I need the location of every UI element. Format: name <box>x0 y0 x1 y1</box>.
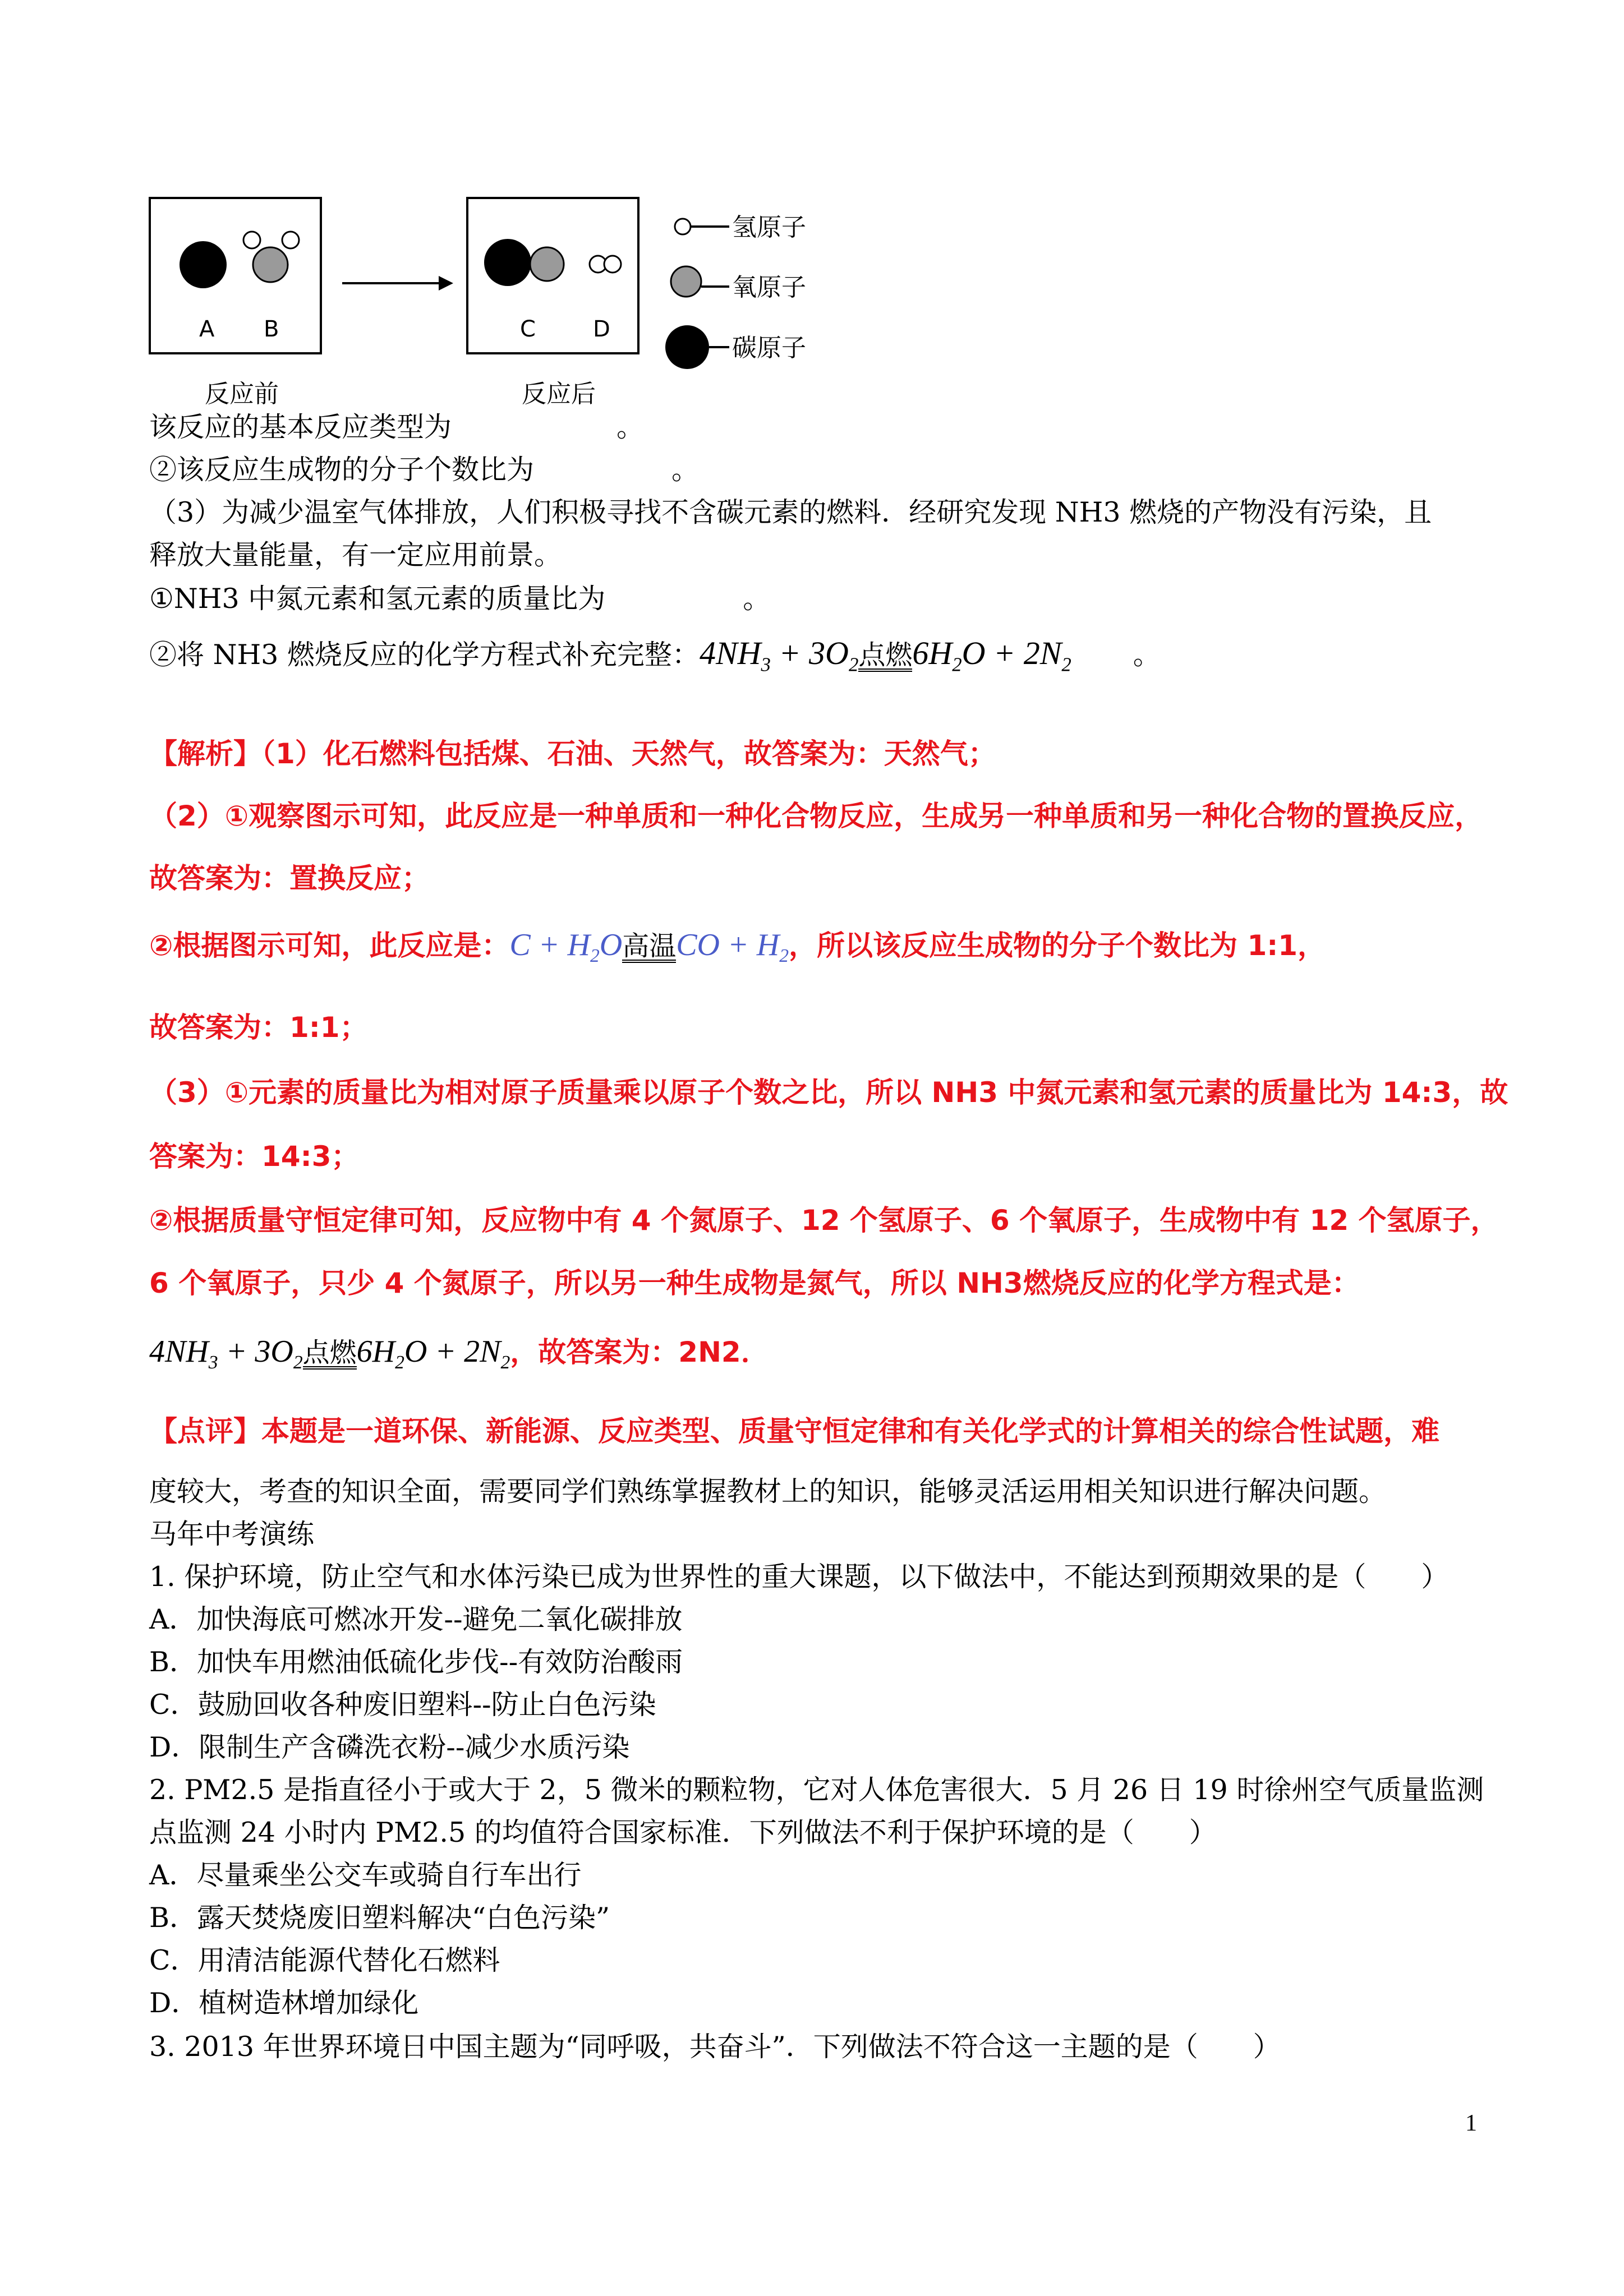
analysis-line-4: ②根据图示可知，此反应是：$C + H_2O$高温CO + $H_2$，所以该反应生成物的分子个数比为 1:1， <box>149 928 1326 967</box>
oxygen-atom-c <box>530 247 564 281</box>
question-2-option-c: C．用清洁能源代替化石燃料 <box>149 1944 500 1976</box>
question-1-option-c: C．鼓励回收各种废旧塑料--防止白色污染 <box>149 1689 656 1721</box>
question-3: 3. 2013 年世界环境日中国主题为“同呼吸，共奋斗”．下列做法不符合这一主题的是（ ） <box>149 2031 1281 2063</box>
before-box <box>150 198 321 353</box>
before-caption: 反应前 <box>205 380 279 408</box>
after-caption: 反应后 <box>522 380 596 408</box>
analysis-line-8: ②根据质量守恒定律可知，反应物中有 4 个氮原子、12 个氢原子、6 个氧原子，生成物中有 12 个氢原子， <box>149 1204 1499 1237</box>
analysis-line-9: 6 个氧原子，只少 4 个氮原子，所以另一种生成物是氮气，所以 NH3燃烧反应的化学方程式是： <box>149 1267 1360 1299</box>
question-1-option-b: B．加快车用燃油低硫化步伐--有效防治酸雨 <box>149 1646 683 1678</box>
equation-line-prefix: ②将 NH3 燃烧反应的化学方程式补充完整： <box>149 639 700 671</box>
legend-oxygen-icon <box>671 266 701 297</box>
question-1: 1. 保护环境，防止空气和水体污染已成为世界性的重大课题，以下做法中，不能达到预期效果的是（ ） <box>149 1561 1449 1593</box>
reaction-arrow-head <box>439 276 453 291</box>
oxygen-atom-b <box>253 247 288 282</box>
nh3-equation-answer: $4NH_3 + 3O_2$点燃$6H_2O + 2N_2$ <box>149 1334 510 1373</box>
hydrogen-atom-d2 <box>604 256 621 273</box>
label-a: A <box>199 316 215 342</box>
section-title: 马年中考演练 <box>149 1518 315 1550</box>
analysis-line-2: （2）①观察图示可知，此反应是一种单质和一种化合物反应，生成另一种单质和另一种化合物的置换反应， <box>149 800 1483 832</box>
review-continued: 度较大，考查的知识全面，需要同学们熟练掌握教材上的知识，能够灵活运用相关知识进行解决问题。 <box>149 1476 1387 1507</box>
analysis-line-1: 【解析】（1）化石燃料包括煤、石油、天然气，故答案为：天然气； <box>149 737 996 770</box>
line-molecule-ratio: ②该反应生成物的分子个数比为 。 <box>149 454 700 486</box>
carbon-atom-a <box>180 241 227 288</box>
question-2-line-2: 点监测 24 小时内 PM2.5 的均值符合国家标准．下列做法不利于保护环境的是（ ） <box>149 1816 1217 1848</box>
analysis-line-3: 故答案为：置换反应； <box>149 862 430 895</box>
hydrogen-atom-b1 <box>243 232 260 248</box>
equation-line-suffix: 。 <box>1133 639 1161 671</box>
condition-high-temp: 高温 <box>622 930 677 962</box>
question-1-option-a: A．加快海底可燃冰开发--避免二氧化碳排放 <box>149 1603 683 1635</box>
label-b: B <box>264 316 279 342</box>
analysis-line-5: 故答案为：1:1； <box>149 1011 368 1044</box>
carbon-atom-c <box>484 239 531 286</box>
legend-carbon-label: 碳原子 <box>732 334 806 362</box>
label-d: D <box>593 316 610 342</box>
line-q3-part2: 释放大量能量，有一定应用前景。 <box>149 539 562 571</box>
analysis-line-6: （3）①元素的质量比为相对原子质量乘以原子个数之比，所以 NH3 中氮元素和氢元素的质量比为 14:3，故 <box>149 1076 1508 1109</box>
question-2-option-a: A．尽量乘坐公交车或骑自行车出行 <box>149 1859 582 1891</box>
analysis-line-7: 答案为：14:3； <box>149 1140 360 1173</box>
legend-oxygen-label: 氧原子 <box>732 273 806 302</box>
legend-hydrogen-label: 氢原子 <box>732 213 806 242</box>
review-line: 【点评】本题是一道环保、新能源、反应类型、质量守恒定律和有关化学式的计算相关的综合性试题，难 <box>149 1415 1439 1447</box>
reaction-diagram <box>146 191 875 415</box>
question-2-line-1: 2. PM2.5 是指直径小于或大于 2，5 微米的颗粒物，它对人体危害很大．5 月 26 日 19 时徐州空气质量监测 <box>149 1774 1484 1806</box>
label-c: C <box>520 316 536 342</box>
question-2-option-d: D．植树造林增加绿化 <box>149 1987 419 2019</box>
question-1-option-d: D．限制生产含磷洗衣粉--减少水质污染 <box>149 1731 630 1763</box>
analysis-line-10: $4NH_3 + 3O_2$点燃$6H_2O + 2N_2$，故答案为：2N2． <box>149 1334 769 1373</box>
line-equation-complete <box>149 637 1161 682</box>
line-reaction-type: 该反应的基本反应类型为 。 <box>149 411 645 443</box>
water-gas-equation: $C + H_2O$高温CO + $H_2$ <box>509 928 789 967</box>
nh3-equation: $4NH_3 + 3O_2$点燃$6H_2O + 2N_2$ <box>699 635 1071 676</box>
question-2-option-b: B．露天焚烧废旧塑料解决“白色污染” <box>149 1902 610 1934</box>
page-number: 1 <box>1465 2110 1477 2136</box>
line-mass-ratio: ①NH3 中氮元素和氢元素的质量比为 。 <box>149 583 771 615</box>
line-q3-part1: （3）为减少温室气体排放，人们积极寻找不含碳元素的燃料．经研究发现 NH3 燃烧的产物没有污染，且 <box>149 496 1432 528</box>
legend-hydrogen-icon <box>675 219 691 234</box>
condition-ignite: 点燃 <box>858 639 913 671</box>
hydrogen-atom-b2 <box>282 232 299 248</box>
legend-carbon-icon <box>665 325 709 369</box>
